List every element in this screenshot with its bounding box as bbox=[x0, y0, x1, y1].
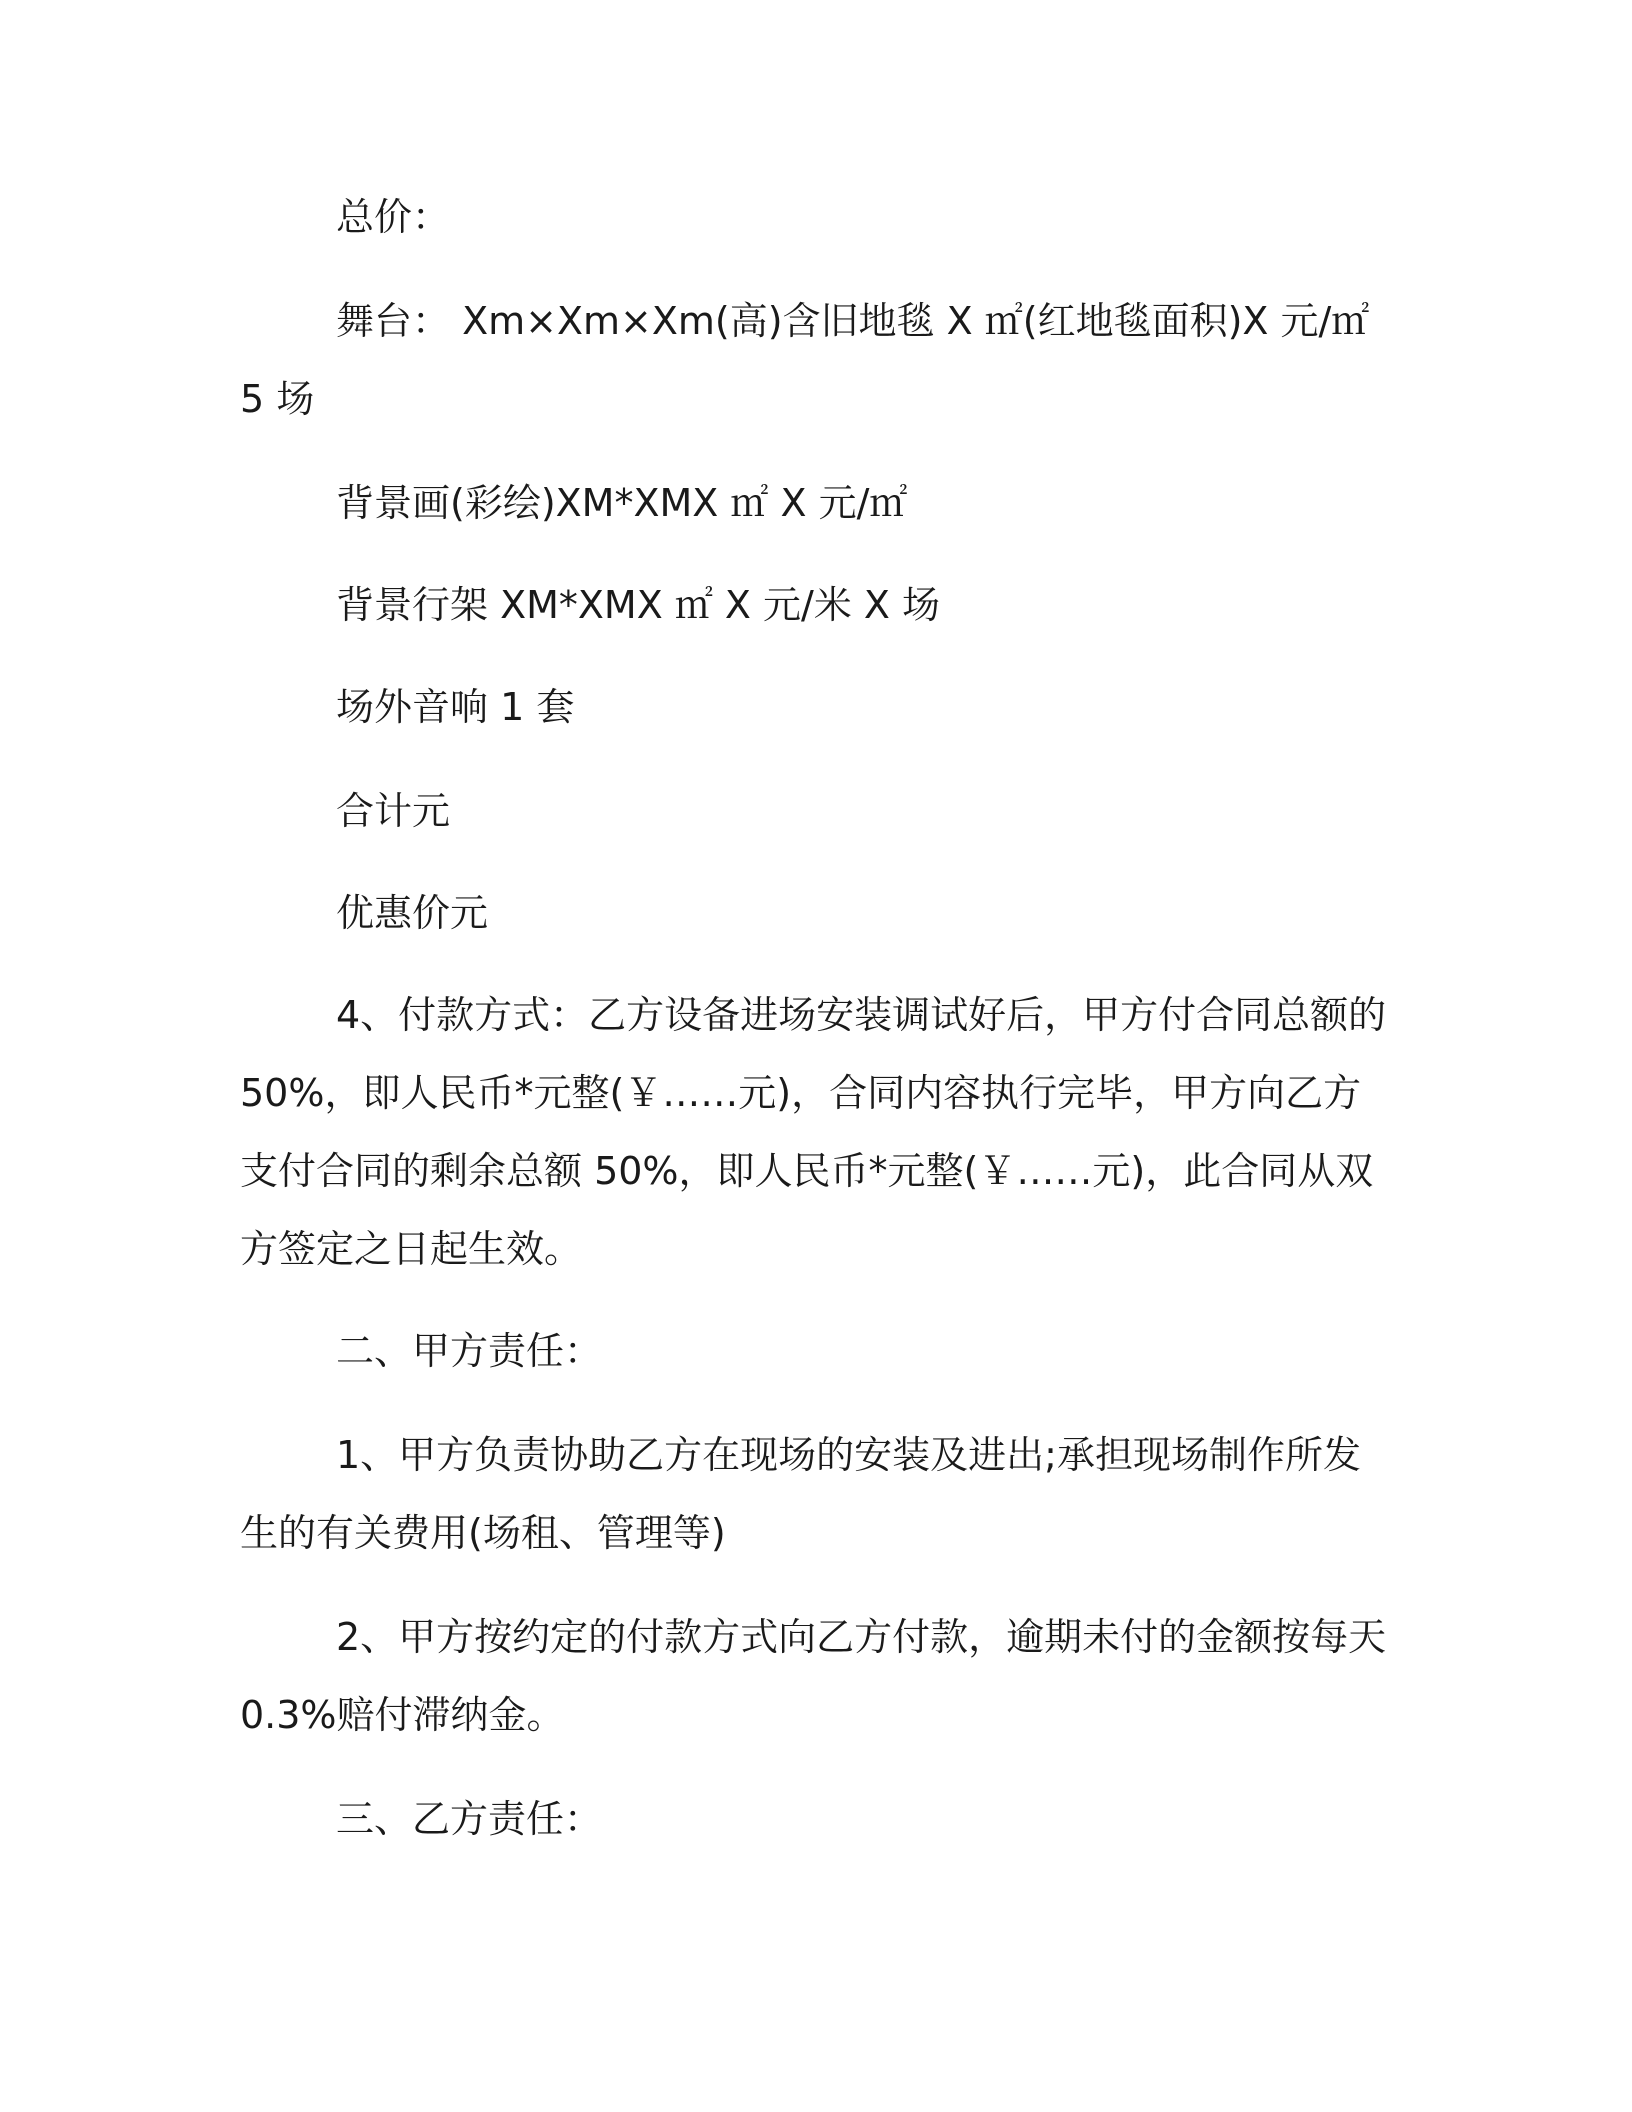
backdrop-painting-line: 背景画(彩绘)XM*XMX ㎡ X 元/㎡ bbox=[336, 481, 908, 525]
party-a-duty-2: 2、甲方按约定的付款方式向乙方付款，逾期未付的金额按每天 0.3%赔付滞纳金。 bbox=[240, 1615, 1387, 1737]
party-a-duty-1: 1、甲方负责协助乙方在现场的安装及进出;承担现场制作所发生的有关费用(场租、管理等) bbox=[240, 1433, 1361, 1555]
discount-price-line: 优惠价元 bbox=[336, 891, 489, 935]
stage-line: 舞台： Xm×Xm×Xm(高)含旧地毯 X ㎡(红地毯面积)X 元/㎡ 5 场 bbox=[240, 299, 1370, 421]
payment-terms-paragraph: 4、付款方式：乙方设备进场安装调试好后，甲方付合同总额的 50%，即人民币*元整(￥……元)，合同内容执行完毕，甲方向乙方支付合同的剩余总额 50%，即人民币*元整(￥……元)，此合同从双方签定之日起生效。 bbox=[240, 993, 1387, 1271]
total-price-heading: 总价： bbox=[336, 195, 451, 239]
backdrop-truss-line: 背景行架 XM*XMX ㎡ X 元/米 X 场 bbox=[336, 583, 941, 627]
party-a-duties-heading: 二、甲方责任： bbox=[336, 1329, 603, 1373]
party-b-duties-heading: 三、乙方责任： bbox=[336, 1797, 603, 1841]
outdoor-audio-line: 场外音响 1 套 bbox=[336, 685, 575, 729]
subtotal-line: 合计元 bbox=[336, 789, 451, 833]
